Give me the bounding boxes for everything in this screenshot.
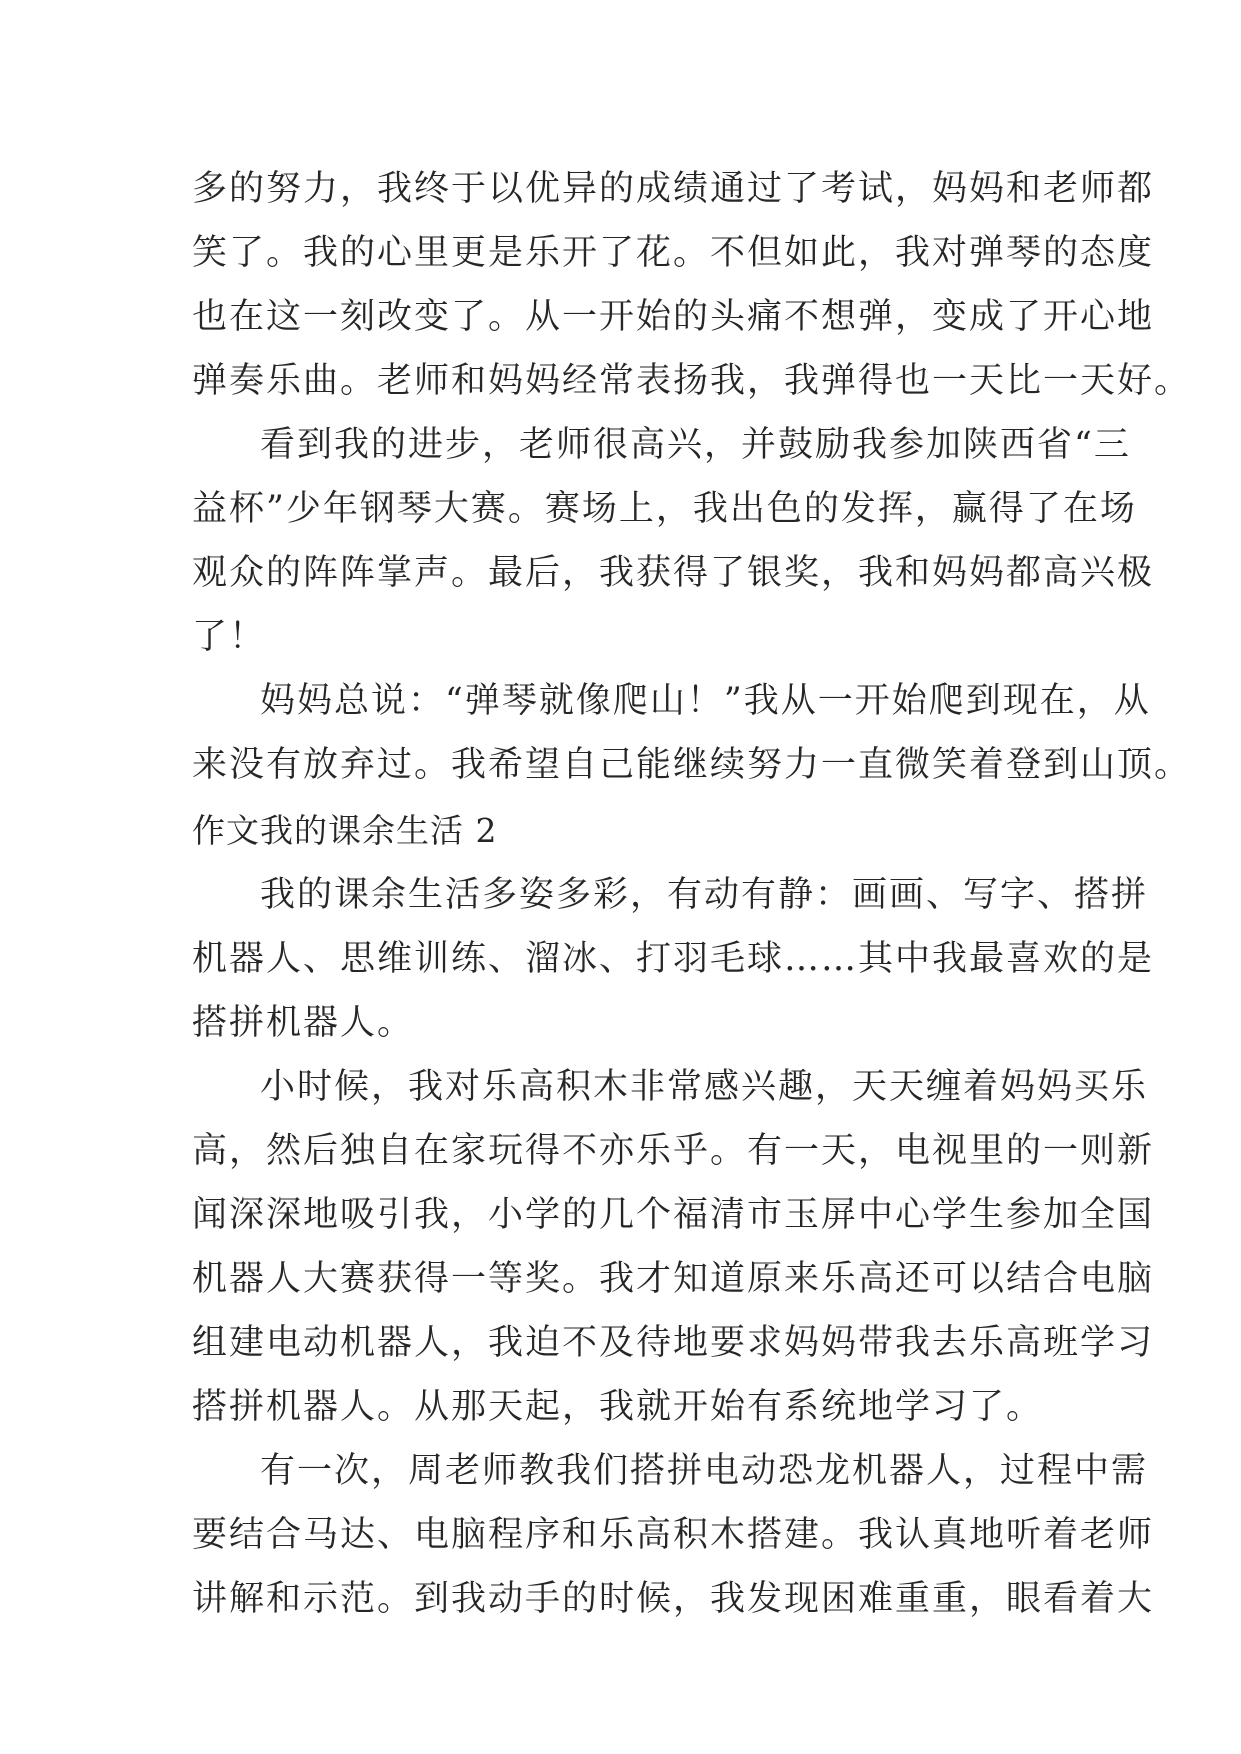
text-line: 益杯”少年钢琴大赛。赛场上，我出色的发挥，赢得了在场 — [192, 489, 1137, 529]
text-line: 组建电动机器人，我迫不及待地要求妈妈带我去乐高班学习 — [192, 1323, 1155, 1363]
text-line: 笑了。我的心里更是乐开了花。不但如此，我对弹琴的态度 — [192, 233, 1155, 273]
text-line: 闻深深地吸引我，小学的几个福清市玉屏中心学生参加全国 — [192, 1195, 1155, 1235]
text-line: 搭拼机器人。从那天起，我就开始有系统地学习了。 — [192, 1387, 1044, 1427]
text-line: 来没有放弃过。我希望自己能继续努力一直微笑着登到山顶。 — [192, 745, 1192, 785]
text-line: 多的努力，我终于以优异的成绩通过了考试，妈妈和老师都 — [192, 169, 1155, 209]
text-line: 机器人大赛获得一等奖。我才知道原来乐高还可以结合电脑 — [192, 1259, 1155, 1299]
text-line: 讲解和示范。到我动手的时候，我发现困难重重，眼看着大 — [192, 1579, 1155, 1619]
text-line: 观众的阵阵掌声。最后，我获得了银奖，我和妈妈都高兴极 — [192, 553, 1155, 593]
text-line: 搭拼机器人。 — [192, 1003, 415, 1043]
text-line: 妈妈总说：“弹琴就像爬山！”我从一开始爬到现在，从 — [260, 681, 1151, 721]
text-line: 小时候，我对乐高积木非常感兴趣，天天缠着妈妈买乐 — [260, 1067, 1149, 1107]
text-line: 看到我的进步，老师很高兴，并鼓励我参加陕西省“三 — [260, 425, 1131, 465]
text-line: 有一次，周老师教我们搭拼电动恐龙机器人，过程中需 — [260, 1451, 1149, 1491]
text-line: 机器人、思维训练、溜冰、打羽毛球……其中我最喜欢的是 — [192, 939, 1155, 979]
text-line: 也在这一刻改变了。从一开始的头痛不想弹，变成了开心地 — [192, 297, 1155, 337]
text-line: 弹奏乐曲。老师和妈妈经常表扬我，我弹得也一天比一天好。 — [192, 361, 1192, 401]
text-line: 高，然后独自在家玩得不亦乐乎。有一天，电视里的一则新 — [192, 1131, 1155, 1171]
text-line: 我的课余生活多姿多彩，有动有静：画画、写字、搭拼 — [260, 875, 1149, 915]
text-line: 了！ — [192, 617, 267, 657]
section-title: 作文我的课余生活 2 — [192, 811, 498, 850]
text-line: 要结合马达、电脑程序和乐高积木搭建。我认真地听着老师 — [192, 1515, 1155, 1555]
